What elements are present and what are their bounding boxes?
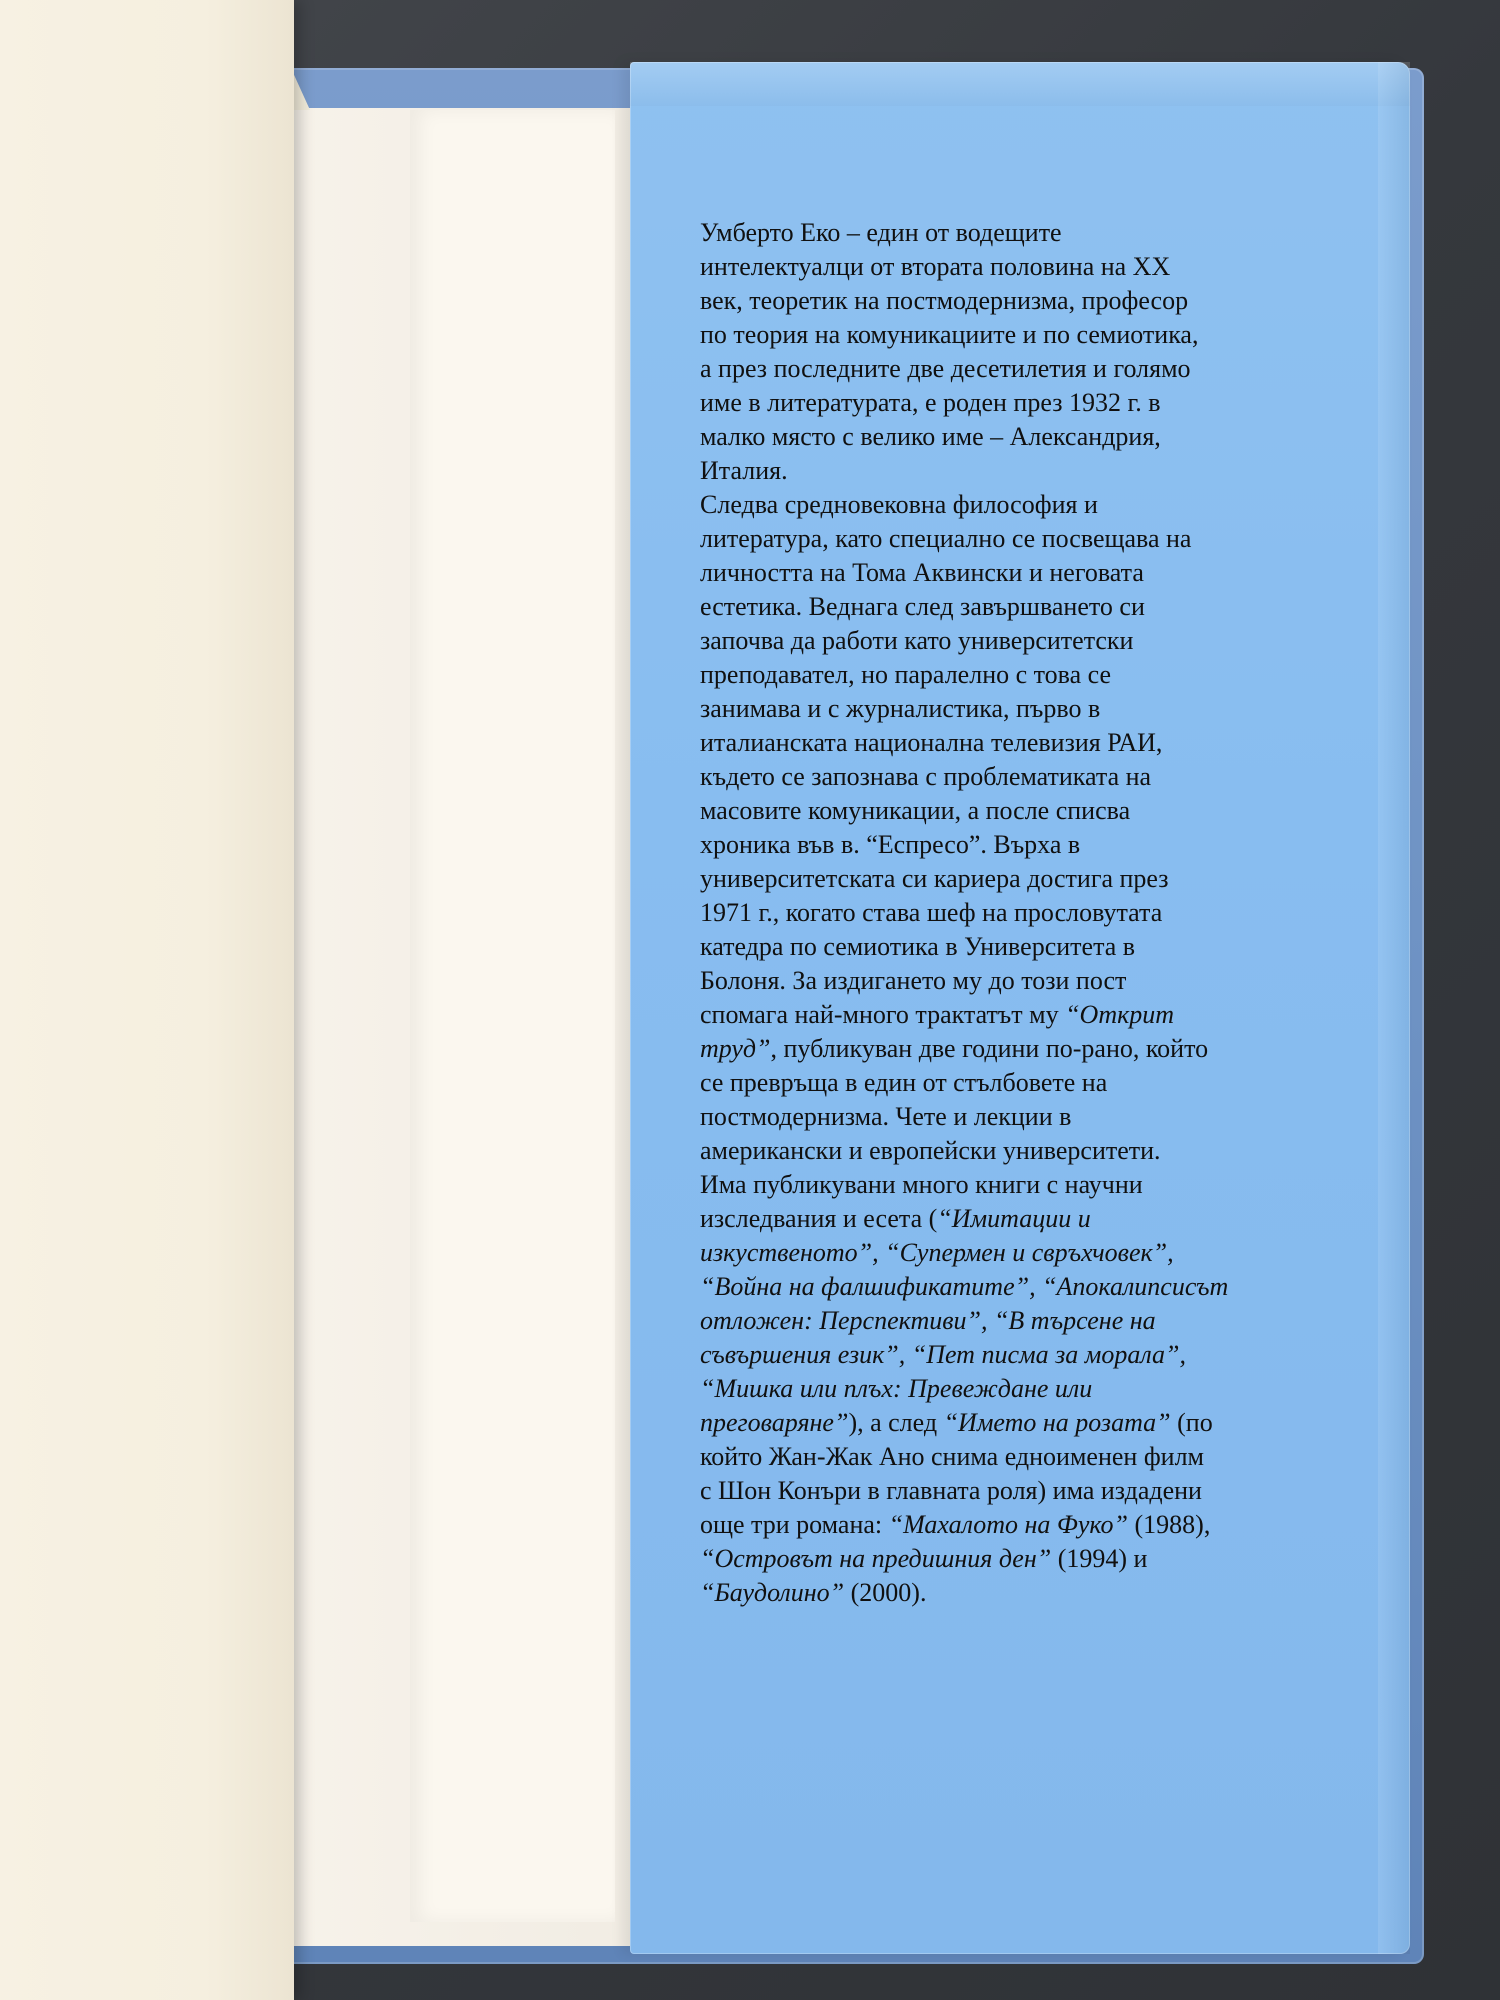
text-segment: (1988),: [1128, 1510, 1211, 1539]
text-segment: италианската национална телевизия РАИ,: [700, 728, 1163, 757]
text-line: [700, 488, 1320, 522]
text-line: [700, 1406, 1320, 1440]
italic-text-segment: “Името на розата”: [943, 1408, 1171, 1437]
text-segment: Следва средновековна философия и: [700, 490, 1098, 519]
text-segment: а през последните две десетилетия и голямо: [700, 354, 1191, 383]
text-line: [700, 1304, 1320, 1338]
text-segment: Има публикувани много книги с научни: [700, 1170, 1143, 1199]
text-segment: занимава и с журналистика, първо в: [700, 694, 1101, 723]
text-segment: който Жан-Жак Ано снима едноименен филм: [700, 1442, 1205, 1471]
text-segment: интелектуалци от втората половина на XX: [700, 252, 1171, 281]
text-segment: , публикуван две години по-рано, който: [770, 1034, 1209, 1063]
text-line: [700, 794, 1320, 828]
italic-text-segment: изкуственото”, “Супермен и свръхчовек”,: [700, 1238, 1174, 1267]
text-line: [700, 658, 1320, 692]
italic-text-segment: отложен: Перспективи”, “В търсене на: [700, 1306, 1156, 1335]
italic-text-segment: “Война на фалшификатите”, “Апокалипсисът: [700, 1272, 1229, 1301]
text-segment: литература, като специално се посвещава на: [700, 524, 1192, 553]
text-line: [700, 216, 1320, 250]
text-line: [700, 1372, 1320, 1406]
text-segment: (1994) и: [1051, 1544, 1148, 1573]
text-segment: започва да работи като университетски: [700, 626, 1134, 655]
text-segment: личността на Тома Аквински и неговата: [700, 558, 1144, 587]
text-segment: (2000).: [844, 1578, 927, 1607]
text-segment: преподавател, но паралелно с това се: [700, 660, 1112, 689]
text-segment: с Шон Конъри в главната роля) има издадени: [700, 1476, 1202, 1505]
italic-text-segment: съвършения език”, “Пет писма за морала”,: [700, 1340, 1186, 1369]
text-line: [700, 1134, 1320, 1168]
text-line: [700, 692, 1320, 726]
text-segment: още три романа:: [700, 1510, 889, 1539]
text-line: [700, 1032, 1320, 1066]
text-line: [700, 1202, 1320, 1236]
italic-text-segment: “Открит: [1065, 1000, 1175, 1029]
text-segment: век, теоретик на постмодернизма, професор: [700, 286, 1189, 315]
text-line: [700, 896, 1320, 930]
text-line: [700, 556, 1320, 590]
text-segment: ), а след: [848, 1408, 944, 1437]
text-line: [700, 1474, 1320, 1508]
text-segment: (по: [1170, 1408, 1213, 1437]
text-line: [700, 726, 1320, 760]
text-line: [700, 420, 1320, 454]
inner-paper-sheet: [410, 110, 615, 1922]
text-segment: американски и европейски университети.: [700, 1136, 1161, 1165]
text-segment: 1971 г., когато става шеф на прословутата: [700, 898, 1163, 927]
text-segment: постмодернизма. Чете и лекции в: [700, 1102, 1072, 1131]
text-line: [700, 964, 1320, 998]
text-segment: масовите комуникации, а после списва: [700, 796, 1131, 825]
text-segment: Умберто Еко – един от водещите: [700, 218, 1062, 247]
text-line: [700, 1338, 1320, 1372]
italic-text-segment: “Мишка или плъх: Превеждане или: [700, 1374, 1093, 1403]
text-line: [700, 828, 1320, 862]
text-segment: изследвания и есета (: [700, 1204, 938, 1233]
italic-text-segment: труд”: [700, 1034, 771, 1063]
text-line: [700, 250, 1320, 284]
text-line: [700, 930, 1320, 964]
text-line: [700, 1508, 1320, 1542]
text-segment: се превръща в един от стълбовете на: [700, 1068, 1108, 1097]
text-segment: където се запознава с проблематиката на: [700, 762, 1152, 791]
text-segment: малко място с велико име – Александрия,: [700, 422, 1161, 451]
text-segment: катедра по семиотика в Университета в: [700, 932, 1136, 961]
italic-text-segment: “Островът на предишния ден”: [700, 1544, 1052, 1573]
text-segment: хроника във в. “Еспресо”. Върха в: [700, 830, 1081, 859]
text-line: [700, 1440, 1320, 1474]
text-segment: Италия.: [700, 456, 788, 485]
text-line: [700, 284, 1320, 318]
italic-text-segment: “Махалото на Фуко”: [888, 1510, 1129, 1539]
text-line: [700, 1236, 1320, 1270]
text-segment: естетика. Веднага след завършването си: [700, 592, 1145, 621]
text-line: [700, 590, 1320, 624]
text-line: [700, 1168, 1320, 1202]
text-line: [700, 1100, 1320, 1134]
jacket-right-fold: [1378, 62, 1410, 1954]
text-line: [700, 1066, 1320, 1100]
text-line: [700, 1542, 1320, 1576]
italic-text-segment: “Имитации и: [937, 1204, 1091, 1233]
text-line: [700, 998, 1320, 1032]
dust-jacket-flap: [630, 62, 1410, 1954]
text-line: [700, 352, 1320, 386]
text-line: [700, 1270, 1320, 1304]
italic-text-segment: преговаряне”: [700, 1408, 849, 1437]
text-line: [700, 318, 1320, 352]
text-line: [700, 862, 1320, 896]
text-segment: университетската си кариера достига през: [700, 864, 1169, 893]
text-segment: по теория на комуникациите и по семиотика,: [700, 320, 1199, 349]
italic-text-segment: “Баудолино”: [700, 1578, 845, 1607]
text-segment: име в литературата, е роден през 1932 г. в: [700, 388, 1161, 417]
author-bio-text: [700, 216, 1320, 1610]
text-segment: Болоня. За издигането му до този пост: [700, 966, 1127, 995]
text-segment: спомага най-много трактатът му: [700, 1000, 1066, 1029]
text-line: [700, 760, 1320, 794]
text-line: [700, 624, 1320, 658]
text-line: [700, 386, 1320, 420]
text-line: [700, 522, 1320, 556]
text-line: [700, 1576, 1320, 1610]
text-line: [700, 454, 1320, 488]
jacket-top-fold: [630, 62, 1410, 106]
left-page: [0, 0, 294, 2000]
